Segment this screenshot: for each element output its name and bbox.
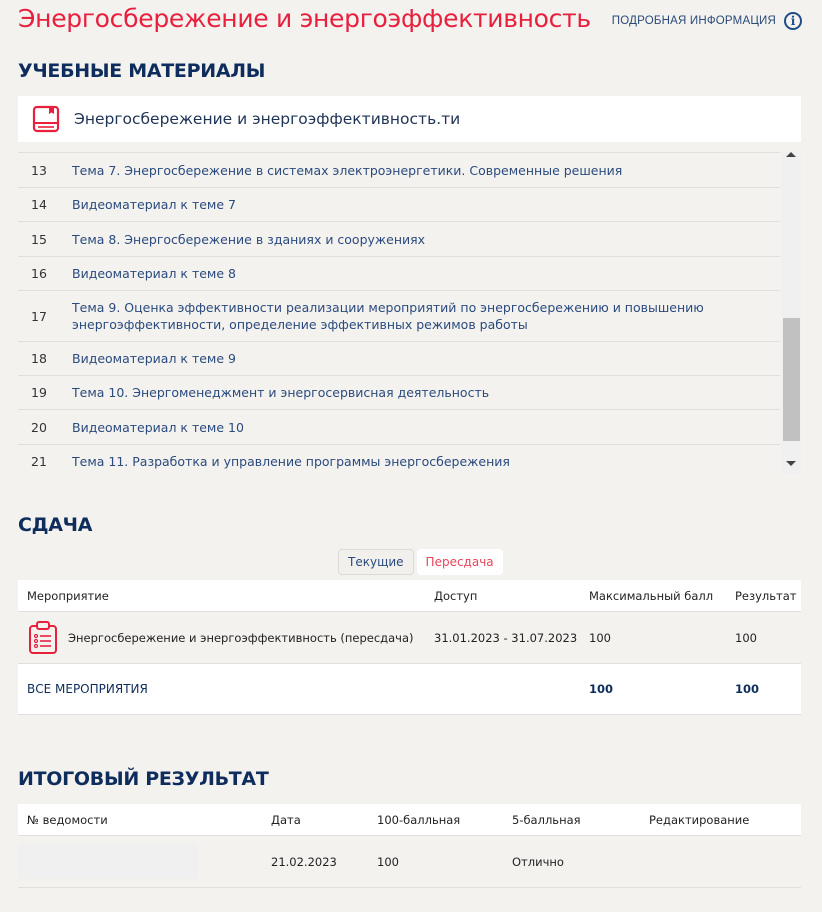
item-number: 20 bbox=[31, 419, 47, 435]
page-title: Энергосбережение и энергоэффективность bbox=[18, 4, 591, 33]
clipboard-list-icon bbox=[28, 621, 58, 655]
materials-list bbox=[18, 152, 801, 474]
item-link[interactable]: Видеоматериал к теме 9 bbox=[72, 351, 236, 366]
submission-section-title: СДАЧА bbox=[18, 514, 93, 536]
tab-current[interactable]: Текущие bbox=[338, 549, 414, 575]
item-link[interactable]: Видеоматериал к теме 7 bbox=[72, 197, 236, 212]
list-item[interactable] bbox=[18, 290, 780, 341]
col-date: Дата bbox=[271, 812, 301, 827]
total-max-score: 100 bbox=[589, 682, 614, 696]
info-circle-icon: i bbox=[784, 12, 802, 30]
col-event: Мероприятие bbox=[27, 588, 109, 603]
col-edit: Редактирование bbox=[649, 812, 750, 827]
event-name[interactable]: Энергосбережение и энергоэффективность (пересдача) bbox=[68, 630, 414, 645]
item-number: 13 bbox=[31, 162, 47, 178]
score5: Отлично bbox=[512, 854, 564, 869]
materials-section-title: УЧЕБНЫЕ МАТЕРИАЛЫ bbox=[18, 60, 266, 82]
table-header bbox=[18, 804, 801, 836]
details-link-label: ПОДРОБНАЯ ИНФОРМАЦИЯ bbox=[611, 15, 776, 27]
col-max-score: Максимальный балл bbox=[589, 588, 714, 603]
list-item[interactable] bbox=[18, 221, 780, 256]
max-score: 100 bbox=[589, 630, 611, 645]
item-number: 18 bbox=[31, 351, 47, 366]
submission-table bbox=[18, 580, 801, 715]
item-link[interactable]: Тема 9. Оценка эффективности реализации мероприятий по энергосбережению и повышению энергоэффективности, определение эффективных режимов работы bbox=[72, 300, 704, 332]
course-name: Энергосбережение и энергоэффективность.ти bbox=[74, 110, 461, 128]
item-link[interactable]: Тема 11. Разработка и управление программы энергосбережения bbox=[72, 454, 510, 469]
score100: 100 bbox=[377, 854, 399, 869]
list-item[interactable] bbox=[18, 375, 780, 409]
list-item[interactable] bbox=[18, 409, 780, 444]
redacted-sheet-no bbox=[18, 844, 198, 879]
event-cell bbox=[18, 621, 434, 655]
col-access: Доступ bbox=[434, 588, 478, 603]
scroll-thumb[interactable] bbox=[783, 318, 800, 441]
list-item[interactable] bbox=[18, 187, 780, 221]
table-row[interactable] bbox=[18, 612, 801, 664]
item-number: 14 bbox=[31, 197, 47, 212]
item-number: 15 bbox=[31, 231, 47, 247]
col-sheet-no: № ведомости bbox=[27, 812, 108, 827]
list-item[interactable] bbox=[18, 152, 780, 187]
col-score5: 5-балльная bbox=[512, 812, 581, 827]
scroll-up-arrow-icon[interactable] bbox=[786, 152, 796, 157]
col-score100: 100-балльная bbox=[377, 812, 461, 827]
list-item[interactable] bbox=[18, 256, 780, 290]
materials-scrollbar[interactable] bbox=[781, 152, 801, 474]
book-icon bbox=[32, 105, 60, 133]
access-period: 31.01.2023 - 31.07.2023 bbox=[434, 630, 578, 645]
table-header bbox=[18, 580, 801, 612]
item-number: 19 bbox=[31, 385, 47, 400]
item-link[interactable]: Видеоматериал к теме 8 bbox=[72, 266, 236, 281]
item-link[interactable]: Тема 8. Энергосбережение в зданиях и сооружениях bbox=[72, 231, 426, 247]
sheet-no-cell bbox=[18, 844, 271, 879]
date: 21.02.2023 bbox=[271, 854, 337, 869]
item-link[interactable]: Видеоматериал к теме 10 bbox=[72, 419, 244, 435]
list-item[interactable] bbox=[18, 341, 780, 375]
tab-retake[interactable]: Пересдача bbox=[417, 549, 503, 575]
item-link[interactable]: Тема 10. Энергоменеджмент и энергосервисная деятельность bbox=[72, 385, 490, 400]
item-number: 21 bbox=[31, 454, 47, 469]
total-row bbox=[18, 664, 801, 715]
details-link[interactable] bbox=[612, 12, 802, 30]
item-link[interactable]: Тема 7. Энергосбережение в системах электроэнергетики. Современные решения bbox=[72, 162, 623, 178]
submission-tabs bbox=[338, 549, 503, 575]
final-result-table bbox=[18, 804, 801, 888]
list-item[interactable] bbox=[18, 444, 780, 474]
item-number: 16 bbox=[31, 266, 47, 281]
total-label: ВСЕ МЕРОПРИЯТИЯ bbox=[27, 682, 148, 696]
scroll-down-arrow-icon[interactable] bbox=[786, 461, 796, 466]
item-number: 17 bbox=[31, 308, 47, 324]
course-card[interactable] bbox=[18, 96, 801, 142]
col-result: Результат bbox=[735, 588, 797, 603]
total-result: 100 bbox=[735, 682, 760, 696]
final-section-title: ИТОГОВЫЙ РЕЗУЛЬТАТ bbox=[18, 768, 269, 790]
result: 100 bbox=[735, 630, 757, 645]
table-row bbox=[18, 836, 801, 888]
